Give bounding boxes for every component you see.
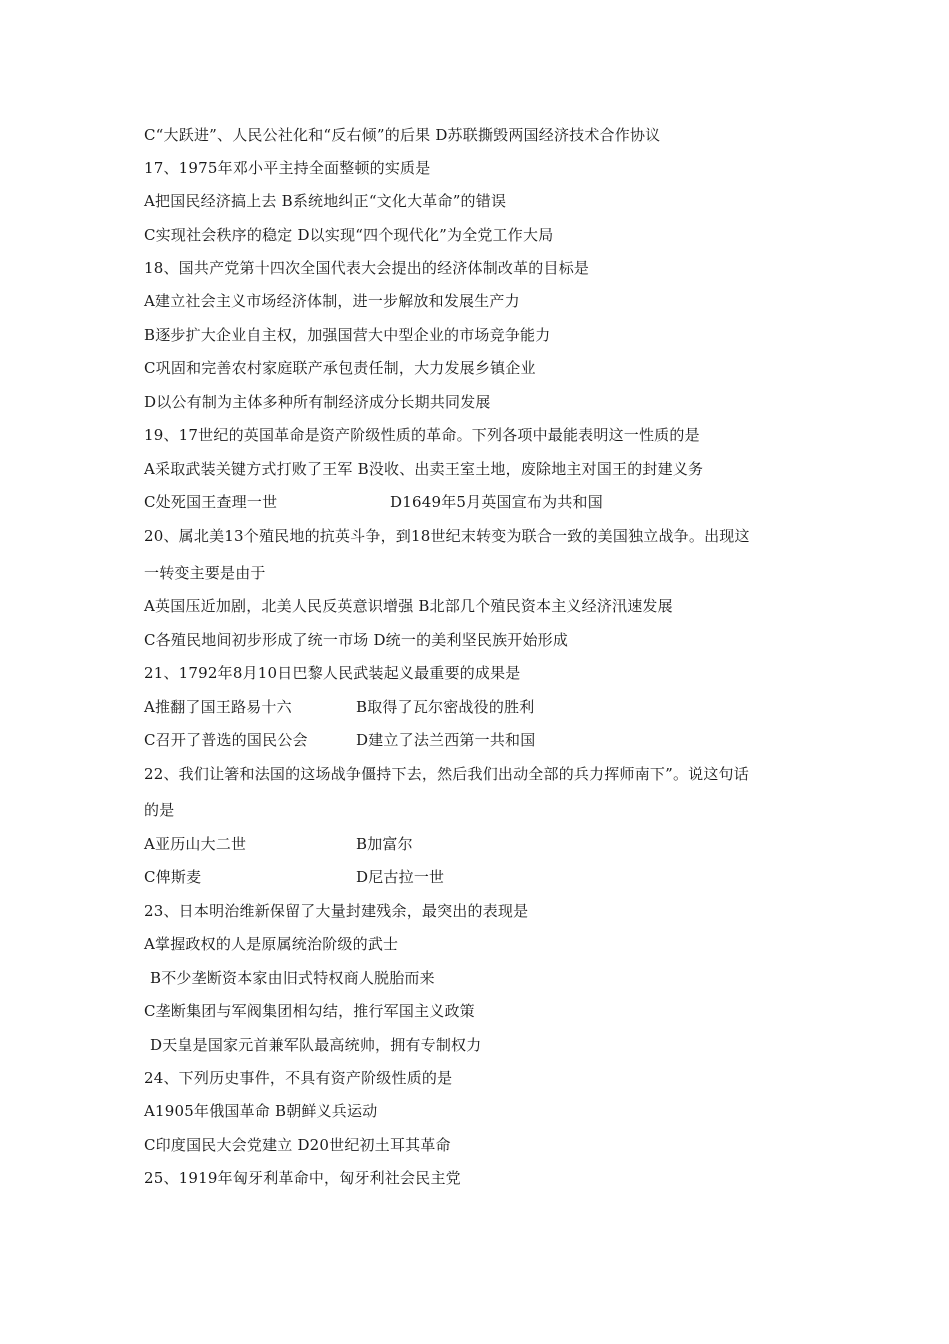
question-20: 20、属北美13个殖民地的抗英斗争，到18世纪末转变为联合一致的美国独立战争。出现这 xyxy=(144,527,750,545)
option-line: C实现社会秩序的稳定 D以实现“四个现代化”为全党工作大局 xyxy=(144,226,554,244)
option-line: A1905年俄国革命 B朝鲜义兵运动 xyxy=(144,1102,378,1120)
question-17: 17、1975年邓小平主持全面整顿的实质是 xyxy=(144,159,431,177)
option-line: D建立了法兰西第一共和国 xyxy=(356,731,536,749)
option-line: A掌握政权的人是原属统治阶级的武士 xyxy=(144,935,399,953)
option-line: D天皇是国家元首兼军队最高统帅，拥有专制权力 xyxy=(150,1036,482,1054)
question-25: 25、1919年匈牙利革命中，匈牙利社会民主党 xyxy=(144,1169,461,1187)
option-line: C印度国民大会党建立 D20世纪初土耳其革命 xyxy=(144,1136,451,1154)
option-line: C处死国王查理一世 xyxy=(144,493,278,511)
question-18: 18、国共产党第十四次全国代表大会提出的经济体制改革的目标是 xyxy=(144,259,590,277)
text-line: 一转变主要是由于 xyxy=(144,564,266,582)
question-21: 21、1792年8月10日巴黎人民武装起义最重要的成果是 xyxy=(144,664,521,682)
option-line: C俾斯麦 xyxy=(144,868,202,886)
question-24: 24、下列历史事件，不具有资产阶级性质的是 xyxy=(144,1069,453,1087)
text-line: 的是 xyxy=(144,801,175,819)
option-line: A推翻了国王路易十六 xyxy=(144,698,292,716)
option-line: D以公有制为主体多种所有制经济成分长期共同发展 xyxy=(144,393,491,411)
text-line: C“大跃进”、人民公社化和“反右倾”的后果 D苏联撕毁两国经济技术合作协议 xyxy=(144,126,661,144)
option-line: B加富尔 xyxy=(356,835,413,853)
option-line: A亚历山大二世 xyxy=(144,835,247,853)
question-23: 23、日本明治维新保留了大量封建残余，最突出的表现是 xyxy=(144,902,529,920)
question-22: 22、我们让箸和法国的这场战争僵持下去，然后我们出动全部的兵力挥师南下”。说这句话 xyxy=(144,765,749,783)
option-line: A把国民经济搞上去 B系统地纠正“文化大革命”的错误 xyxy=(144,192,507,210)
option-line: A建立社会主义市场经济体制，进一步解放和发展生产力 xyxy=(144,292,520,310)
option-line: A采取武装关键方式打败了王军 B没收、出卖王室土地，废除地主对国王的封建义务 xyxy=(144,460,704,478)
option-line: C召开了普选的国民公会 xyxy=(144,731,308,749)
option-line: A英国压近加剧，北美人民反英意识增强 B北部几个殖民资本主义经济汛速发展 xyxy=(144,597,673,615)
option-line: C各殖民地间初步形成了统一市场 D统一的美利坚民族开始形成 xyxy=(144,631,569,649)
option-line: C垄断集团与军阀集团相勾结，推行军国主义政策 xyxy=(144,1002,475,1020)
option-line: C巩固和完善农村家庭联产承包责任制，大力发展乡镇企业 xyxy=(144,359,536,377)
option-line: B不少垄断资本家由旧式特权商人脱胎而来 xyxy=(150,969,435,987)
question-19: 19、17世纪的英国革命是资产阶级性质的革命。下列各项中最能表明这一性质的是 xyxy=(144,426,700,444)
option-line: B逐步扩大企业自主权，加强国营大中型企业的市场竞争能力 xyxy=(144,326,551,344)
option-line: D1649年5月英国宣布为共和国 xyxy=(390,493,603,511)
option-line: B取得了瓦尔密战役的胜利 xyxy=(356,698,535,716)
option-line: D尼古拉一世 xyxy=(356,868,445,886)
